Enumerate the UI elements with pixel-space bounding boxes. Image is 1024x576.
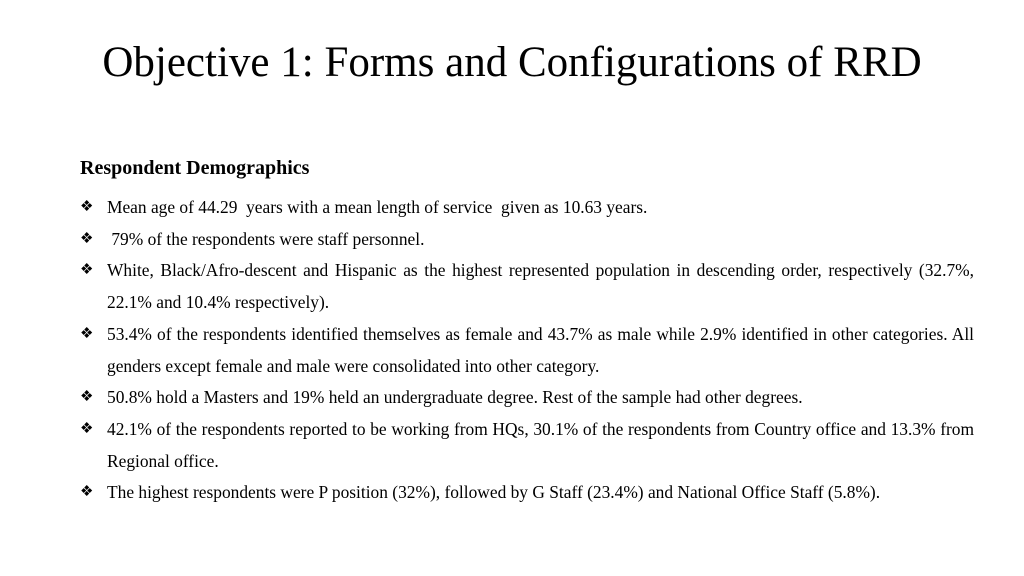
diamond-bullet-icon: ❖ [80, 199, 94, 215]
list-item [80, 319, 974, 382]
slide-title: Objective 1: Forms and Configurations of RRD [102, 39, 922, 86]
diamond-bullet-icon: ❖ [80, 484, 94, 501]
list-item [80, 382, 974, 414]
list-item [80, 224, 974, 256]
diamond-bullet-icon: ❖ [80, 262, 94, 279]
bullet-text: 50.8% hold a Masters and 19% held an undergraduate degree. Rest of the sample had other degrees. [107, 387, 803, 408]
list-item [80, 477, 974, 509]
bullet-text: The highest respondents were P position (32%), followed by G Staff (23.4%) and National Office Staff (5.8%). [107, 482, 881, 503]
list-item [80, 414, 974, 477]
list-item [80, 255, 974, 318]
bullet-text: Mean age of 44.29 years with a mean length of service given as 10.63 years. [107, 197, 648, 217]
bullet-text: 53.4% of the respondents identified themselves as female and 43.7% as male while 2.9% identified in other categories. All genders except female and male were consolidated into other category. [107, 323, 974, 376]
diamond-bullet-icon: ❖ [80, 325, 94, 342]
diamond-bullet-icon: ❖ [80, 420, 94, 437]
bullet-text: White, Black/Afro-descent and Hispanic as the highest represented population in descending order, respectively (32.7%, 22.1% and 10.4% respectively). [107, 260, 974, 313]
bullet-text: 79% of the respondents were staff personnel. [107, 228, 425, 249]
diamond-bullet-icon: ❖ [80, 389, 94, 406]
bullet-text: 42.1% of the respondents reported to be working from HQs, 30.1% of the respondents from Country office and 13.3% from Regional office. [107, 418, 974, 471]
bullet-list [80, 192, 974, 509]
section-subtitle: Respondent Demographics [80, 157, 310, 179]
diamond-bullet-icon: ❖ [80, 230, 94, 247]
list-item [80, 192, 974, 224]
